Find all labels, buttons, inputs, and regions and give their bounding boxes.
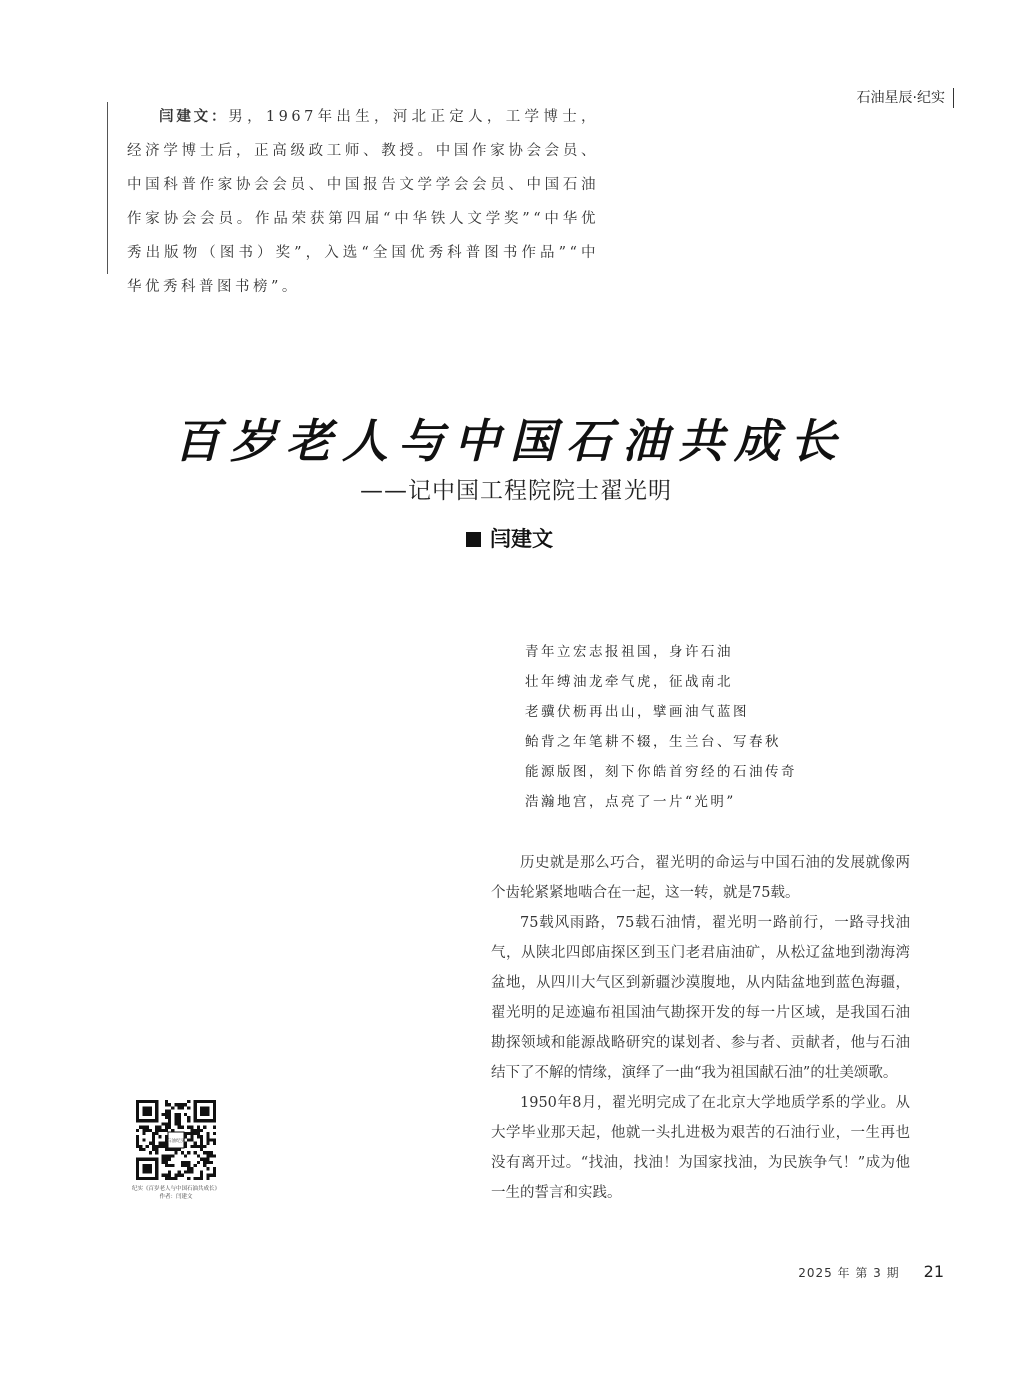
qr-caption-author: 作者：闫建文 [159,1194,193,1200]
body-paragraph: 历史就是那么巧合，翟光明的命运与中国石油的发展就像两个齿轮紧紧地啮合在一起，这一转，就是75载。 [491,855,910,901]
body-paragraph: 1950年8月，翟光明完成了在北京大学地质学系的学业。从大学毕业那天起，他就一头扎进极为艰苦的石油行业，一生再也没有离开过。“找油，找油！为国家找油，为民族争气！”成为他一生的誓言和实践。 [491,1095,910,1201]
qr-caption-title: 纪实《百岁老人与中国石油共成长》 [131,1186,220,1192]
poem-line: 浩瀚地宫，点亮了一片“光明” [525,794,736,810]
article-title: 百岁老人与中国石油共成长 [174,414,846,468]
poem [525,640,797,820]
qr-code-block [122,1096,230,1208]
poem-line: 能源版图，刻下你皓首穷经的石油传奇 [525,764,797,780]
bio-divider [107,102,108,274]
issue-label: 2025 年 第 3 期 [798,1266,900,1280]
bio-author-name: 闫建文： [159,109,229,125]
author-bio [127,100,599,304]
poem-line: 壮年缚油龙牵气虎，征战南北 [525,674,733,690]
poem-line: 老骥伏枥再出山，擘画油气蓝图 [525,704,749,720]
poem-line: 青年立宏志报祖国，身许石油 [525,644,733,660]
page-footer [798,1262,944,1281]
section-label: 石油星辰·纪实 [857,88,954,108]
byline [466,523,553,553]
qr-code-icon[interactable] [136,1100,216,1180]
byline-author: 闫建文 [490,527,553,551]
article-body [491,848,910,1208]
bio-text: 男，1967年出生，河北正定人，工学博士，经济学博士后，正高级政工师、教授。中国作家协会会员、中国科普作家协会会员、中国报告文学学会会员、中国石油作家协会会员。作品荣获第四届“中华铁人文学奖”“中华优秀出版物（图书）奖”，入选“全国优秀科普图书作品”“中华优秀科普图书榜”。 [127,109,600,295]
byline-square-icon [466,532,481,547]
qr-center-text: 石油纪实 [166,1138,186,1144]
poem-line: 鲐背之年笔耕不辍，生兰台、写春秋 [525,734,781,750]
page-number: 21 [923,1262,944,1281]
body-paragraph: 75载风雨路，75载石油情，翟光明一路前行，一路寻找油气，从陕北四郎庙探区到玉门老君庙油矿，从松辽盆地到渤海湾盆地，从四川大气区到新疆沙漠腹地，从内陆盆地到蓝色海疆，翟光明的足迹遍布祖国油气勘探开发的每一片区域，是我国石油勘探领域和能源战略研究的谋划者、参与者、贡献者，他与石油结下了不解的情缘，演绎了一曲“我为祖国献石油”的壮美颂歌。 [491,915,910,1081]
article-subtitle: ——记中国工程院院士翟光明 [360,478,672,504]
